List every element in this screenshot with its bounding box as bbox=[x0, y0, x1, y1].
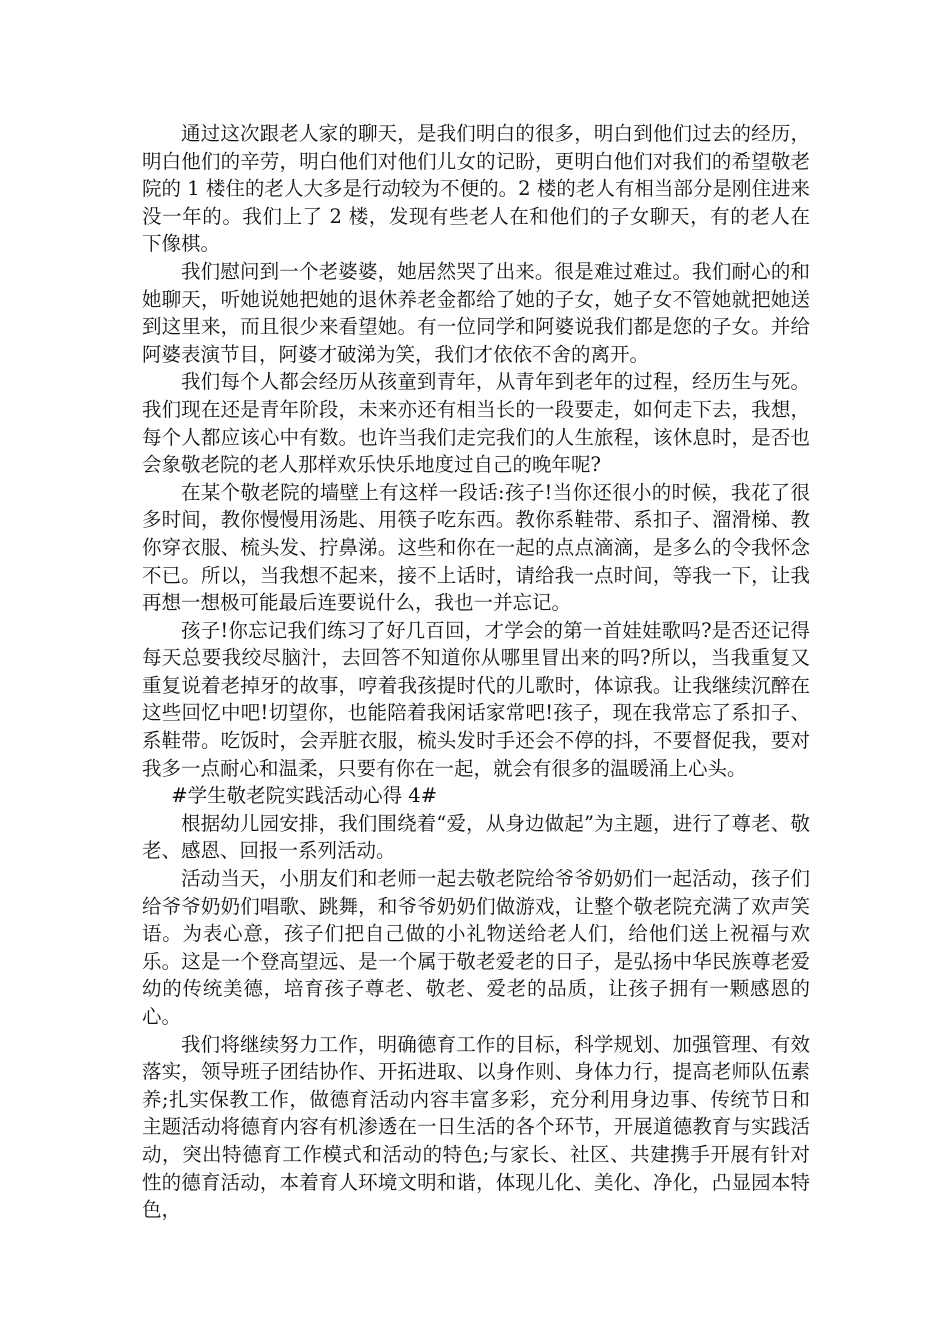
document-body bbox=[142, 120, 810, 1224]
paragraph-2: 我们慰问到一个老婆婆，她居然哭了出来。很是难过难过。我们耐心的和她聊天，听她说她把她的退休养老金都给了她的子女，她子女不管她就把她送到这里来，而且很少来看望她。有一位同学和阿婆说我们都是您的子女。并给阿婆表演节目，阿婆才破涕为笑，我们才依依不舍的离开。 bbox=[142, 259, 810, 366]
paragraph-6: 根据幼儿园安排，我们围绕着“爱，从身边做起”为主题，进行了尊老、敬老、感恩、回报一系列活动。 bbox=[142, 811, 810, 863]
section-heading: #学生敬老院实践活动心得 4# bbox=[171, 784, 438, 808]
paragraph-4: 在某个敬老院的墙壁上有这样一段话:孩子!当你还很小的时候，我花了很多时间，教你慢慢用汤匙、用筷子吃东西。教你系鞋带、系扣子、溜滑梯、教你穿衣服、梳头发、拧鼻涕。这些和你在一起的点点滴滴，是多么的令我怀念不已。所以，当我想不起来，接不上话时，请给我一点时间，等我一下，让我再想一想极可能最后连要说什么，我也一并忘记。 bbox=[142, 480, 810, 615]
paragraph-7: 活动当天，小朋友们和老师一起去敬老院给爷爷奶奶们一起活动，孩子们给爷爷奶奶们唱歌、跳舞，和爷爷奶奶们做游戏，让整个敬老院充满了欢声笑语。为表心意，孩子们把自己做的小礼物送给老人们，给他们送上祝福与欢乐。这是一个登高望远、是一个属于敬老爱老的日子，是弘扬中华民族尊老爱幼的传统美德，培育孩子尊老、敬老、爱老的品质，让孩子拥有一颗感恩的心。 bbox=[142, 867, 810, 1028]
paragraph-1: 通过这次跟老人家的聊天，是我们明白的很多，明白到他们过去的经历，明白他们的辛劳，明白他们对他们儿女的记盼，更明白他们对我们的希望敬老院的 1 楼住的老人大多是行动较为不便的。2 楼的老人有相当部分是刚住进来没一年的。我们上了 2 楼，发现有些老人在和他们的子女聊天，有的老人在下像棋。 bbox=[142, 122, 810, 256]
paragraph-3: 我们每个人都会经历从孩童到青年，从青年到老年的过程，经历生与死。我们现在还是青年阶段，未来亦还有相当长的一段要走，如何走下去，我想，每个人都应该心中有数。也许当我们走完我们的人生旅程，该休息时，是否也会象敬老院的老人那样欢乐快乐地度过自己的晚年呢? bbox=[142, 370, 810, 477]
paragraph-8: 我们将继续努力工作，明确德育工作的目标，科学规划、加强管理、有效落实，领导班子团结协作、开拓进取、以身作则、身体力行，提高老师队伍素养;扎实保教工作，做德育活动内容丰富多彩，充分利用身边事、传统节日和主题活动将德育内容有机渗透在一日生活的各个环节，开展道德教育与实践活动，突出特德育工作模式和活动的特色;与家长、社区、共建携手开展有针对性的德育活动，本着育人环境文明和谐，体现儿化、美化、净化，凸显园本特色， bbox=[142, 1032, 810, 1222]
paragraph-5: 孩子!你忘记我们练习了好几百回，才学会的第一首娃娃歌吗?是否还记得每天总要我绞尽脑汁，去回答不知道你从哪里冒出来的吗?所以，当我重复又重复说着老掉牙的故事，哼着我孩提时代的儿歌时，体谅我。让我继续沉醉在这些回忆中吧!切望你，也能陪着我闲话家常吧!孩子，现在我常忘了系扣子、系鞋带。吃饭时，会弄脏衣服，梳头发时手还会不停的抖，不要督促我，要对我多一点耐心和温柔，只要有你在一起，就会有很多的温暖涌上心头。 bbox=[142, 618, 810, 780]
